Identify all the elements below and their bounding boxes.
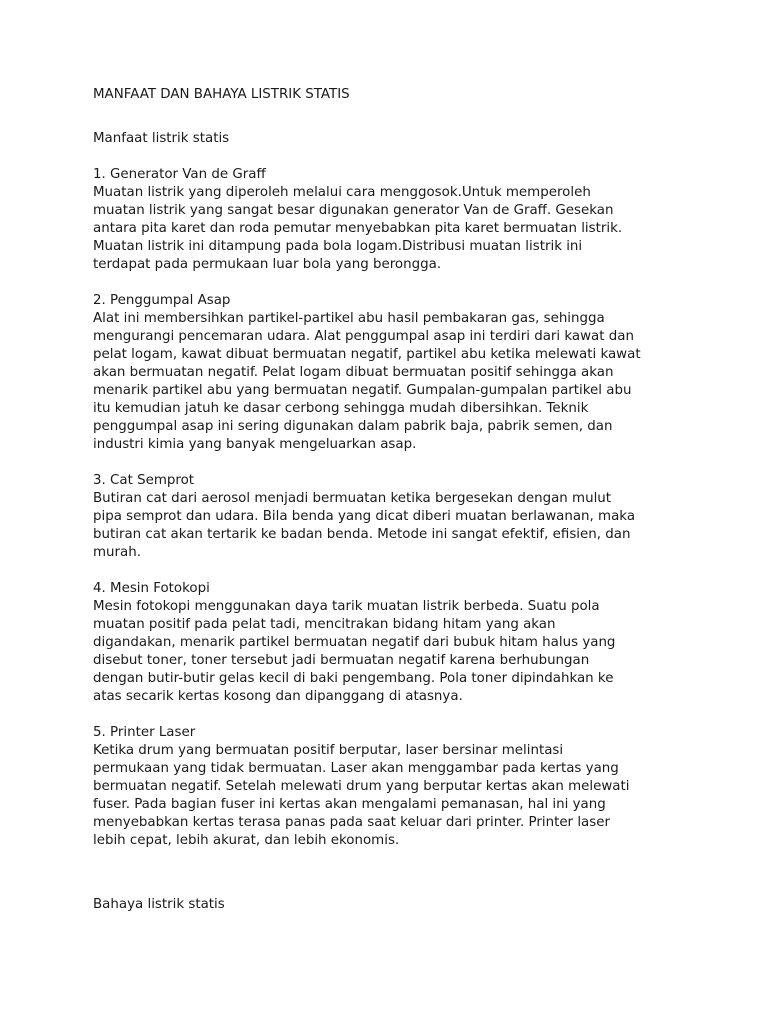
body-line: digandakan, menarik partikel bermuatan negatif dari bubuk hitam halus yang	[93, 635, 616, 650]
dangers-heading: Bahaya listrik statis	[93, 897, 225, 912]
body-line: terdapat pada permukaan luar bola yang berongga.	[93, 257, 442, 272]
benefits-heading: Manfaat listrik statis	[93, 131, 230, 146]
body-line: muatan listrik yang sangat besar digunakan generator Van de Graff. Gesekan	[93, 203, 614, 218]
document-page	[93, 86, 693, 932]
body-line: dengan butir-butir gelas kecil di baki pengembang. Pola toner dipindahkan ke	[93, 671, 614, 686]
item-heading: 2. Penggumpal Asap	[93, 293, 231, 308]
body-line: Muatan listrik ini ditampung pada bola logam.Distribusi muatan listrik ini	[93, 239, 583, 254]
document-title: MANFAAT DAN BAHAYA LISTRIK STATIS	[93, 87, 350, 102]
body-line: disebut toner, toner tersebut jadi bermuatan negatif karena berhubungan	[93, 653, 590, 668]
body-line: fuser. Pada bagian fuser ini kertas akan mengalami pemanasan, hal ini yang	[93, 797, 606, 812]
list-item	[93, 580, 693, 706]
body-line: permukaan yang tidak bermuatan. Laser akan menggambar pada kertas yang	[93, 761, 619, 776]
body-line: muatan positif pada pelat tadi, mencitrakan bidang hitam yang akan	[93, 617, 556, 632]
body-line: Butiran cat dari aerosol menjadi bermuatan ketika bergesekan dengan mulut	[93, 491, 612, 506]
body-line: pipa semprot dan udara. Bila benda yang dicat diberi muatan berlawanan, maka	[93, 509, 636, 524]
item-heading: 3. Cat Semprot	[93, 473, 195, 488]
body-line: bermuatan negatif. Setelah melewati drum yang berputar kertas akan melewati	[93, 779, 630, 794]
body-line: atas secarik kertas kosong dan dipanggang di atasnya.	[93, 689, 463, 704]
item-body	[93, 184, 693, 274]
body-line: murah.	[93, 545, 141, 560]
list-item	[93, 292, 693, 454]
body-line: menarik partikel abu yang bermuatan negatif. Gumpalan-gumpalan partikel abu	[93, 383, 632, 398]
body-line: industri kimia yang banyak mengeluarkan asap.	[93, 437, 417, 452]
body-line: butiran cat akan tertarik ke badan benda. Metode ini sangat efektif, efisien, dan	[93, 527, 631, 542]
body-line: Ketika drum yang bermuatan positif berputar, laser bersinar melintasi	[93, 743, 564, 758]
body-line: menyebabkan kertas terasa panas pada saat keluar dari printer. Printer laser	[93, 815, 610, 830]
item-body	[93, 742, 693, 850]
body-line: itu kemudian jatuh ke dasar cerbong sehingga mudah dibersihkan. Teknik	[93, 401, 589, 416]
item-body	[93, 490, 693, 562]
body-line: lebih cepat, lebih akurat, dan lebih ekonomis.	[93, 833, 400, 848]
body-line: antara pita karet dan roda pemutar menyebabkan pita karet bermuatan listrik.	[93, 221, 623, 236]
body-line: akan bermuatan negatif. Pelat logam dibuat bermuatan positif sehingga akan	[93, 365, 614, 380]
body-line: Mesin fotokopi menggunakan daya tarik muatan listrik berbeda. Suatu pola	[93, 599, 600, 614]
body-line: Muatan listrik yang diperoleh melalui cara menggosok.Untuk memperoleh	[93, 185, 591, 200]
body-line: Alat ini membersihkan partikel-partikel abu hasil pembakaran gas, sehingga	[93, 311, 605, 326]
list-item	[93, 166, 693, 274]
list-item	[93, 724, 693, 850]
item-heading: 1. Generator Van de Graff	[93, 167, 266, 182]
item-body	[93, 310, 693, 454]
item-body	[93, 598, 693, 706]
item-heading: 4. Mesin Fotokopi	[93, 581, 210, 596]
item-heading: 5. Printer Laser	[93, 725, 196, 740]
list-item	[93, 472, 693, 562]
body-line: pelat logam, kawat dibuat bermuatan negatif, partikel abu ketika melewati kawat	[93, 347, 641, 362]
body-line: penggumpal asap ini sering digunakan dalam pabrik baja, pabrik semen, dan	[93, 419, 613, 434]
body-line: mengurangi pencemaran udara. Alat penggumpal asap ini terdiri dari kawat dan	[93, 329, 634, 344]
